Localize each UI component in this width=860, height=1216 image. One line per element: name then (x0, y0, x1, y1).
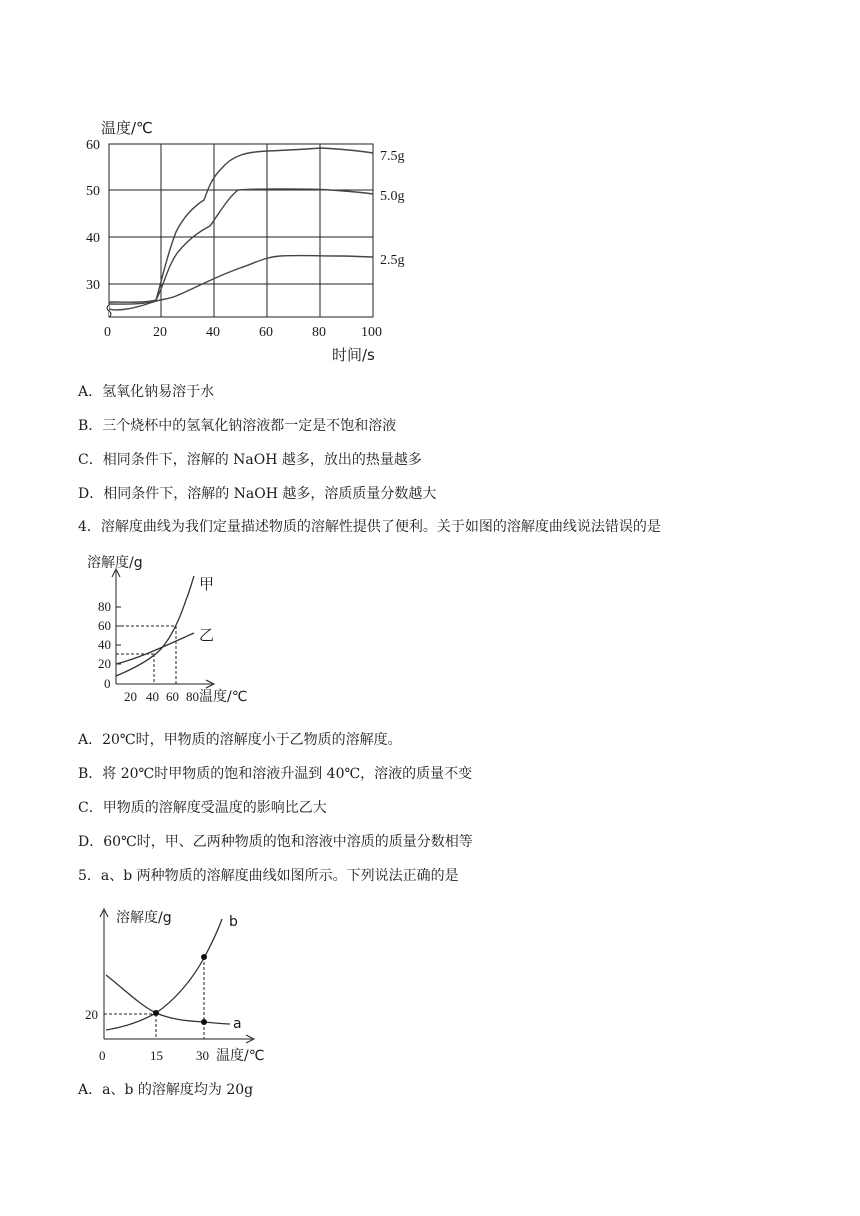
fig1-ylabel: 温度/℃ (101, 119, 153, 137)
fig1-xtick-40: 40 (206, 325, 220, 340)
q5-xtick-0: 0 (99, 1048, 106, 1063)
q5-curve-b (106, 919, 222, 1030)
fig1-ytick-60: 60 (86, 138, 100, 153)
q5-fig-ylabel: 溶解度/g (116, 910, 172, 926)
q4-stem: 4．溶解度曲线为我们定量描述物质的溶解性提供了便利。关于如图的溶解度曲线说法错误的是 (78, 519, 661, 535)
fig1-series-label-5-0g: 5.0g (380, 189, 405, 204)
q5-stem: 5．a、b 两种物质的溶解度曲线如图所示。下列说法正确的是 (78, 868, 459, 884)
q5-xtick-15: 15 (150, 1048, 163, 1063)
fig1-xtick-80: 80 (312, 325, 326, 340)
q4-option-a: A．20℃时，甲物质的溶解度小于乙物质的溶解度。 (78, 732, 402, 748)
q4-series-label-yi: 乙 (199, 626, 215, 644)
q4-ytick-80: 80 (98, 599, 111, 614)
fig1-ytick-50: 50 (86, 184, 100, 199)
q4-series-label-jia: 甲 (199, 575, 215, 593)
fig1-xtick-20: 20 (153, 325, 167, 340)
fig1-series-label-2-5g: 2.5g (380, 253, 405, 268)
q5-point-intersection (153, 1010, 159, 1016)
q4-xtick-80: 80 (186, 689, 199, 704)
q3-option-b: B．三个烧杯中的氢氧化钠溶液都一定是不饱和溶液 (78, 418, 397, 434)
q5-ytick-20: 20 (85, 1007, 98, 1022)
fig1-ytick-40: 40 (86, 231, 100, 246)
fig1-xtick-0: 0 (104, 325, 111, 340)
q4-ytick-60: 60 (98, 618, 111, 633)
q5-xtick-30: 30 (196, 1048, 209, 1063)
q5-series-label-b: b (229, 914, 238, 930)
q4-option-b: B．将 20℃时甲物质的饱和溶液升温到 40℃，溶液的质量不变 (78, 766, 473, 782)
q4-xtick-20: 20 (124, 689, 137, 704)
q5-series-label-a: a (233, 1016, 242, 1032)
q4-fig-ylabel: 溶解度/g (87, 555, 143, 571)
q4-option-d: D．60℃时，甲、乙两种物质的饱和溶液中溶质的质量分数相等 (78, 834, 473, 850)
q4-ytick-40: 40 (98, 637, 111, 652)
q3-option-a: A．氢氧化钠易溶于水 (78, 384, 215, 400)
q4-ytick-0: 0 (104, 676, 111, 691)
q4-xtick-60: 60 (166, 689, 179, 704)
q4-option-c: C．甲物质的溶解度受温度的影响比乙大 (78, 800, 327, 816)
fig1-xlabel: 时间/s (332, 346, 375, 364)
fig1-ytick-30: 30 (86, 278, 100, 293)
q5-curve-a (106, 975, 230, 1024)
fig1-xtick-100: 100 (361, 325, 382, 340)
q3-option-c: C．相同条件下，溶解的 NaOH 越多，放出的热量越多 (78, 452, 422, 468)
q5-point-a-30 (201, 1019, 207, 1025)
q5-option-a: A．a、b 的溶解度均为 20g (78, 1082, 254, 1098)
q3-option-d: D．相同条件下，溶解的 NaOH 越多，溶质质量分数越大 (78, 486, 437, 502)
q5-fig-xlabel: 温度/℃ (216, 1048, 265, 1064)
fig1-xtick-60: 60 (259, 325, 273, 340)
fig1-series-label-7-5g: 7.5g (380, 149, 405, 164)
q4-xtick-40: 40 (146, 689, 159, 704)
q4-ytick-20: 20 (98, 656, 111, 671)
q4-fig-xlabel: 温度/℃ (199, 689, 248, 705)
q5-point-b-30 (201, 954, 207, 960)
